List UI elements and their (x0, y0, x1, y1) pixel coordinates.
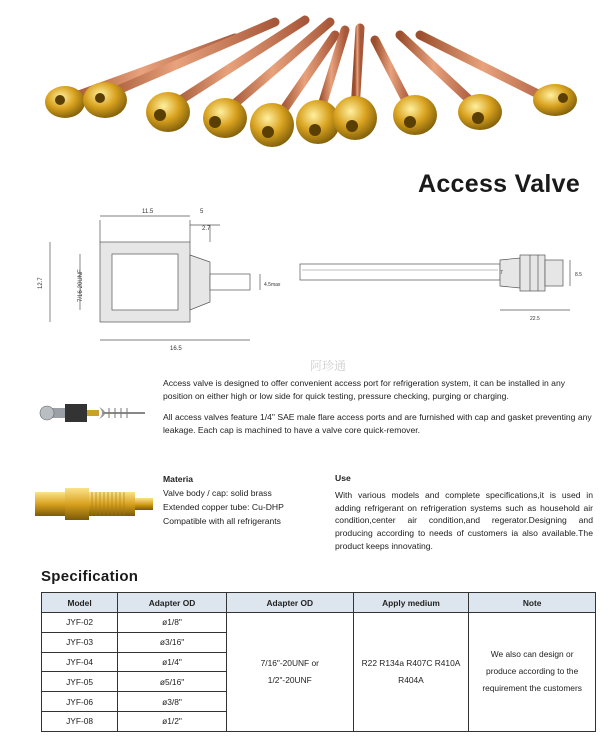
medium-line: R404A (398, 674, 424, 685)
header-note: Note (469, 593, 596, 613)
header-adapter-od-thread: Adapter OD (226, 593, 353, 613)
cell-od: ø1/4" (118, 652, 227, 672)
valve-core-image (35, 392, 155, 432)
cell-model: JYF-04 (42, 652, 118, 672)
intro-paragraph-1: Access valve is designed to offer convenient access port for refrigeration system, it can be installed in any position on either high or low side for quick testing, pressure checking, purging or charging. (163, 378, 566, 401)
technical-drawings (30, 200, 610, 360)
header-apply-medium: Apply medium (353, 593, 469, 613)
intro-paragraph-2: All access valves feature 1/4" SAE male flare access ports and are furnished with cap and gasket preventing any leakage. Each cap is machined to have a valve core quick-remover. (163, 412, 592, 435)
cell-od: ø1/2" (118, 711, 227, 731)
product-hero-image (0, 0, 614, 165)
specification-heading: Specification (41, 568, 139, 585)
cell-model: JYF-06 (42, 692, 118, 712)
watermark: 阿珍通 (310, 359, 347, 373)
cell-apply-medium (353, 613, 469, 732)
cell-od: ø5/16" (118, 672, 227, 692)
page-title: Access Valve (418, 170, 581, 198)
use-heading: Use (335, 473, 351, 483)
dim-16-5: 16.5 (170, 346, 182, 352)
assembly-drawing (300, 255, 570, 310)
cell-model: JYF-03 (42, 632, 118, 652)
use-text: With various models and complete specifications,it is used in adding refrigerant on refrigeration systems such as household air condition,center air condition,and regerator.Designing and producing according to needs of customers ia also available.The product keeps innovating. (335, 489, 593, 551)
dim-5: 5 (200, 209, 204, 215)
dim-7: 7 (500, 270, 503, 276)
dim-8-5: 8.5 (575, 272, 582, 278)
cell-note (469, 613, 596, 732)
intro-text (163, 377, 593, 445)
dim-2-7: 2.7 (202, 226, 211, 232)
medium-line: R22 R134a R407C R410A (361, 657, 461, 668)
material-line: Compatible with all refrigerants (163, 516, 281, 526)
cell-model: JYF-08 (42, 711, 118, 731)
cell-model: JYF-02 (42, 613, 118, 633)
material-section (163, 472, 313, 528)
cell-od: ø3/16" (118, 632, 227, 652)
cell-adapter-thread (226, 613, 353, 732)
cell-od: ø1/8" (118, 613, 227, 633)
table-row (42, 613, 596, 633)
specification-table (41, 592, 596, 732)
dim-4-5max: 4.5max (264, 282, 281, 288)
cell-model: JYF-05 (42, 672, 118, 692)
material-line: Extended copper tube: Cu-DHP (163, 502, 284, 512)
dim-22-5: 22.5 (530, 316, 540, 322)
thread-line: 7/16"-20UNF or (260, 657, 319, 668)
thread-line: 1/2"-20UNF (267, 674, 312, 685)
header-adapter-od: Adapter OD (118, 593, 227, 613)
dim-12-7: 12.7 (38, 277, 44, 289)
table-header-row (42, 593, 596, 613)
access-valve-image (30, 478, 160, 530)
header-model: Model (42, 593, 118, 613)
note-line: We also can design or (490, 649, 574, 660)
use-section (335, 472, 593, 553)
note-line: produce according to the (486, 666, 579, 677)
material-line: Valve body / cap: solid brass (163, 488, 272, 498)
note-line: requirement the customers (482, 683, 582, 694)
material-heading: Materia (163, 474, 194, 484)
cell-od: ø3/8" (118, 692, 227, 712)
dim-11-5: 11.5 (142, 209, 154, 215)
dim-thread: 7/16-20UNF (78, 269, 84, 302)
